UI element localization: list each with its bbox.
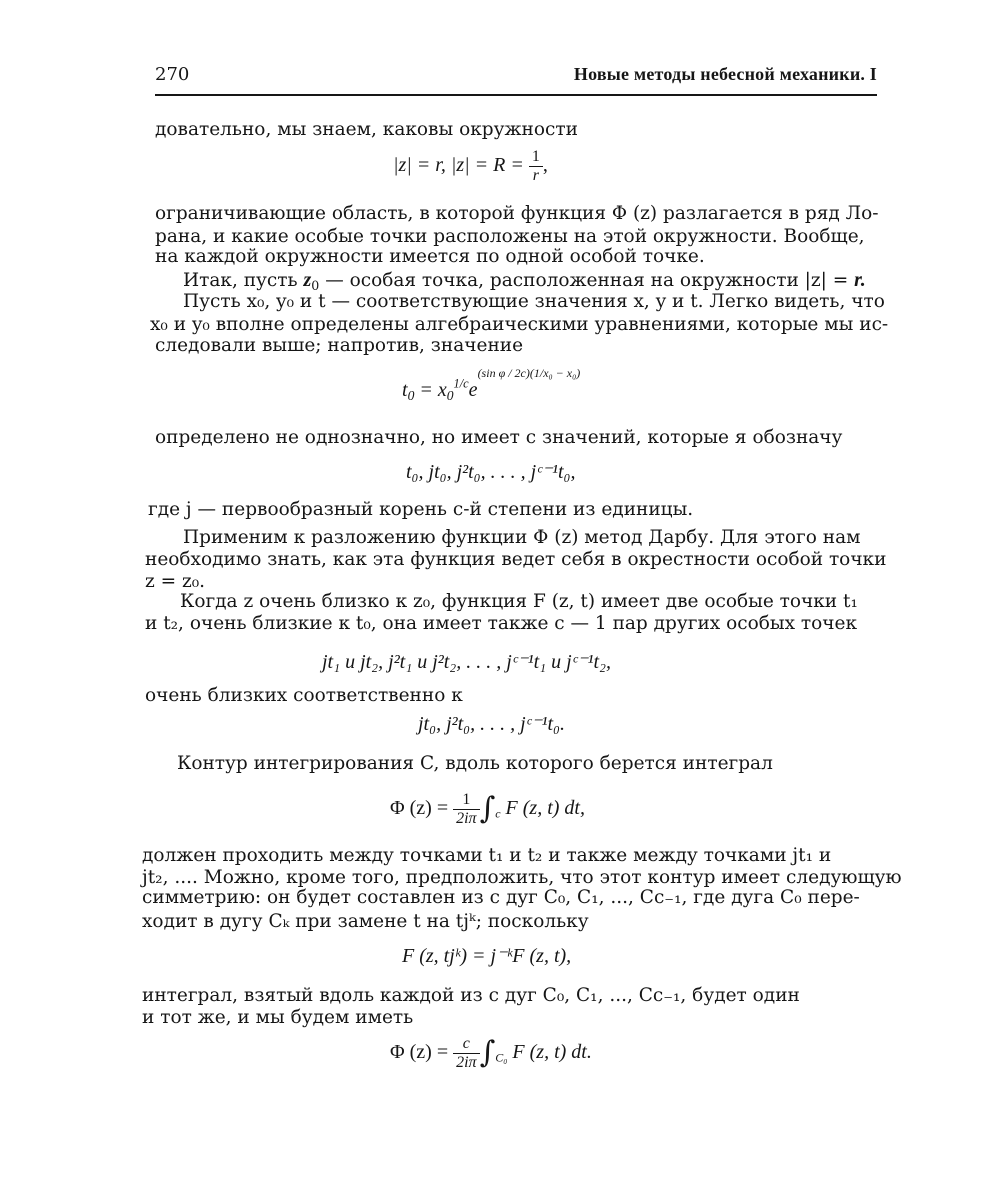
paragraph-line: на каждой окружности имеется по одной особой точке. <box>155 246 705 267</box>
fraction-denominator: r <box>532 167 539 184</box>
paragraph-line: x₀ и y₀ вполне определены алгебраическими уравнениями, которые мы ис- <box>150 314 889 335</box>
equation-t0 <box>402 366 580 414</box>
fraction <box>453 791 479 828</box>
paragraph-line: Применим к разложению функции Φ (z) метод Дарбу. Для этого нам <box>183 527 861 548</box>
paragraph-line: должен проходить между точками t₁ и t₂ и также между точками jt₁ и <box>142 845 832 866</box>
fraction-denominator: 2iπ <box>456 1053 477 1071</box>
paragraph-line: ходит в дугу Cₖ при замене t на tjᵏ; поскольку <box>142 911 589 932</box>
subscript: 0 <box>407 388 415 404</box>
math-symbol: Φ (z) = <box>390 1041 454 1063</box>
text-run: Итак, пусть <box>183 270 304 291</box>
integral-sign: ∫ <box>479 791 496 826</box>
integral-lower-limit: c <box>495 806 501 821</box>
equation-circles <box>393 148 548 185</box>
paragraph-line: z = z₀. <box>145 571 206 592</box>
equation-values: t₀, jt₀, j²t₀, . . . , jᶜ⁻¹t₀, <box>406 461 576 483</box>
equation-phi-final <box>390 1030 592 1075</box>
math-symbol: z <box>303 269 312 291</box>
equation-near-values: jt₀, j²t₀, . . . , jᶜ⁻¹t₀. <box>418 713 566 735</box>
math-symbol: r. <box>854 269 866 291</box>
paragraph-line: Контур интегрирования C, вдоль которого берется интеграл <box>177 753 773 774</box>
equation-text: |z| = r, |z| = R = <box>393 154 529 177</box>
fraction <box>529 148 543 185</box>
paragraph-line: очень близких соответственно к <box>145 685 463 706</box>
math-symbol: F (z, t) dt, <box>500 797 585 819</box>
exponent: (sin φ / 2c)(1/x₀ − x₀) <box>477 365 581 380</box>
paragraph-line: следовали выше; напротив, значение <box>155 335 524 356</box>
paragraph-line: рана, и какие особые точки расположены на этой окружности. Вообще, <box>155 226 865 247</box>
paragraph-line: и тот же, и мы будем иметь <box>142 1007 414 1028</box>
math-symbol: F (z, t) dt. <box>507 1041 592 1063</box>
paragraph-line: определено не однозначно, но имеет c значений, которые я обозначу <box>155 427 843 448</box>
subscript: 0 <box>446 388 454 404</box>
equation-punct: , <box>542 154 548 177</box>
subscript: 0 <box>311 277 320 293</box>
fraction-denominator: 2iπ <box>456 809 477 827</box>
math-symbol: = x <box>414 379 447 401</box>
paragraph-line: Когда z очень близко к z₀, функция F (z, t) имеет две особые точки t₁ <box>180 591 858 612</box>
paragraph-line: jt₂, .... Можно, кроме того, предположить, что этот контур имеет следующую <box>142 867 902 888</box>
running-title: Новые методы небесной механики. I <box>573 64 877 84</box>
page-header <box>155 64 877 96</box>
paragraph-line: интеграл, взятый вдоль каждой из c дуг C₀, C₁, ..., Cc₋₁, будет один <box>142 985 800 1006</box>
fraction-numerator: 1 <box>453 791 479 810</box>
paragraph-line: ограничивающие область, в которой функция Φ (z) разлагается в ряд Ло- <box>155 203 879 224</box>
paragraph-line: и t₂, очень близкие к t₀, она имеет также c — 1 пар других особых точек <box>145 613 858 634</box>
fraction <box>453 1035 479 1072</box>
integral-lower-limit: C₀ <box>495 1050 508 1065</box>
paragraph-line: довательно, мы знаем, каковы окружности <box>155 119 578 140</box>
fraction-numerator: 1 <box>529 148 543 167</box>
fraction-numerator: c <box>453 1035 479 1054</box>
paragraph-line: необходимо знать, как эта функция ведет себя в окрестности особой точки <box>145 549 887 570</box>
text-run: — особая точка, расположенная на окружности |z| = <box>319 270 855 291</box>
paragraph-line: Пусть x₀, y₀ и t — соответствующие значения x, y и t. Легко видеть, что <box>183 291 885 312</box>
equation-symmetry: F (z, tjᵏ) = j⁻ᵏF (z, t), <box>402 945 572 967</box>
integral-sign: ∫ <box>479 1035 496 1070</box>
paragraph-line: где j — первообразный корень c-й степени из единицы. <box>148 499 694 520</box>
equation-singular-points: jt₁ и jt₂, j²t₁ и j²t₂, . . . , jᶜ⁻¹t₁ и jᶜ⁻¹t₂, <box>322 651 612 673</box>
equation-phi-integral <box>390 788 585 829</box>
page-number: 270 <box>155 64 190 85</box>
paragraph-line: симметрию: он будет составлен из c дуг C₀, C₁, ..., Cc₋₁, где дуга C₀ пере- <box>142 887 860 908</box>
math-symbol: t <box>402 379 408 401</box>
superscript: 1/c <box>453 376 469 391</box>
math-symbol: e <box>468 379 478 401</box>
math-symbol: Φ (z) = <box>390 797 454 819</box>
